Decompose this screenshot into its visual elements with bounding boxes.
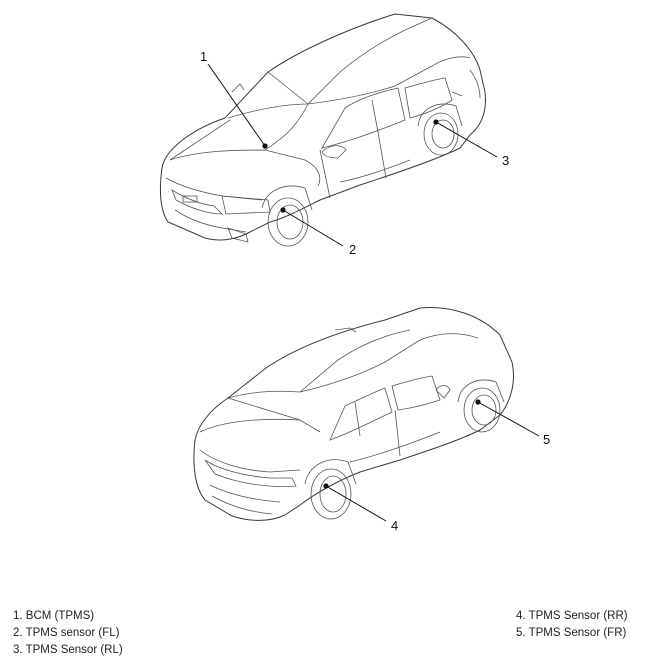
callout-number-1: 1 xyxy=(200,49,208,64)
legend-item-2: 2. TPMS sensor (FL) xyxy=(13,627,120,639)
legend-item-1: 1. BCM (TPMS) xyxy=(13,610,95,622)
callout-number-4: 4 xyxy=(391,518,399,533)
car-rear-view-illustration xyxy=(194,307,514,520)
legend-item-5: 5. TPMS Sensor (FR) xyxy=(516,627,627,639)
legend-left-column xyxy=(13,608,123,659)
legend-right-column xyxy=(516,608,628,642)
callout-number-5: 5 xyxy=(543,432,551,447)
callout-number-2: 2 xyxy=(349,242,357,257)
callout-number-3: 3 xyxy=(502,153,510,168)
callout-leaders xyxy=(208,64,539,521)
car-front-view-illustration xyxy=(160,14,485,246)
legend-item-3: 3. TPMS Sensor (RL) xyxy=(13,644,123,656)
legend-item-4: 4. TPMS Sensor (RR) xyxy=(516,610,628,622)
